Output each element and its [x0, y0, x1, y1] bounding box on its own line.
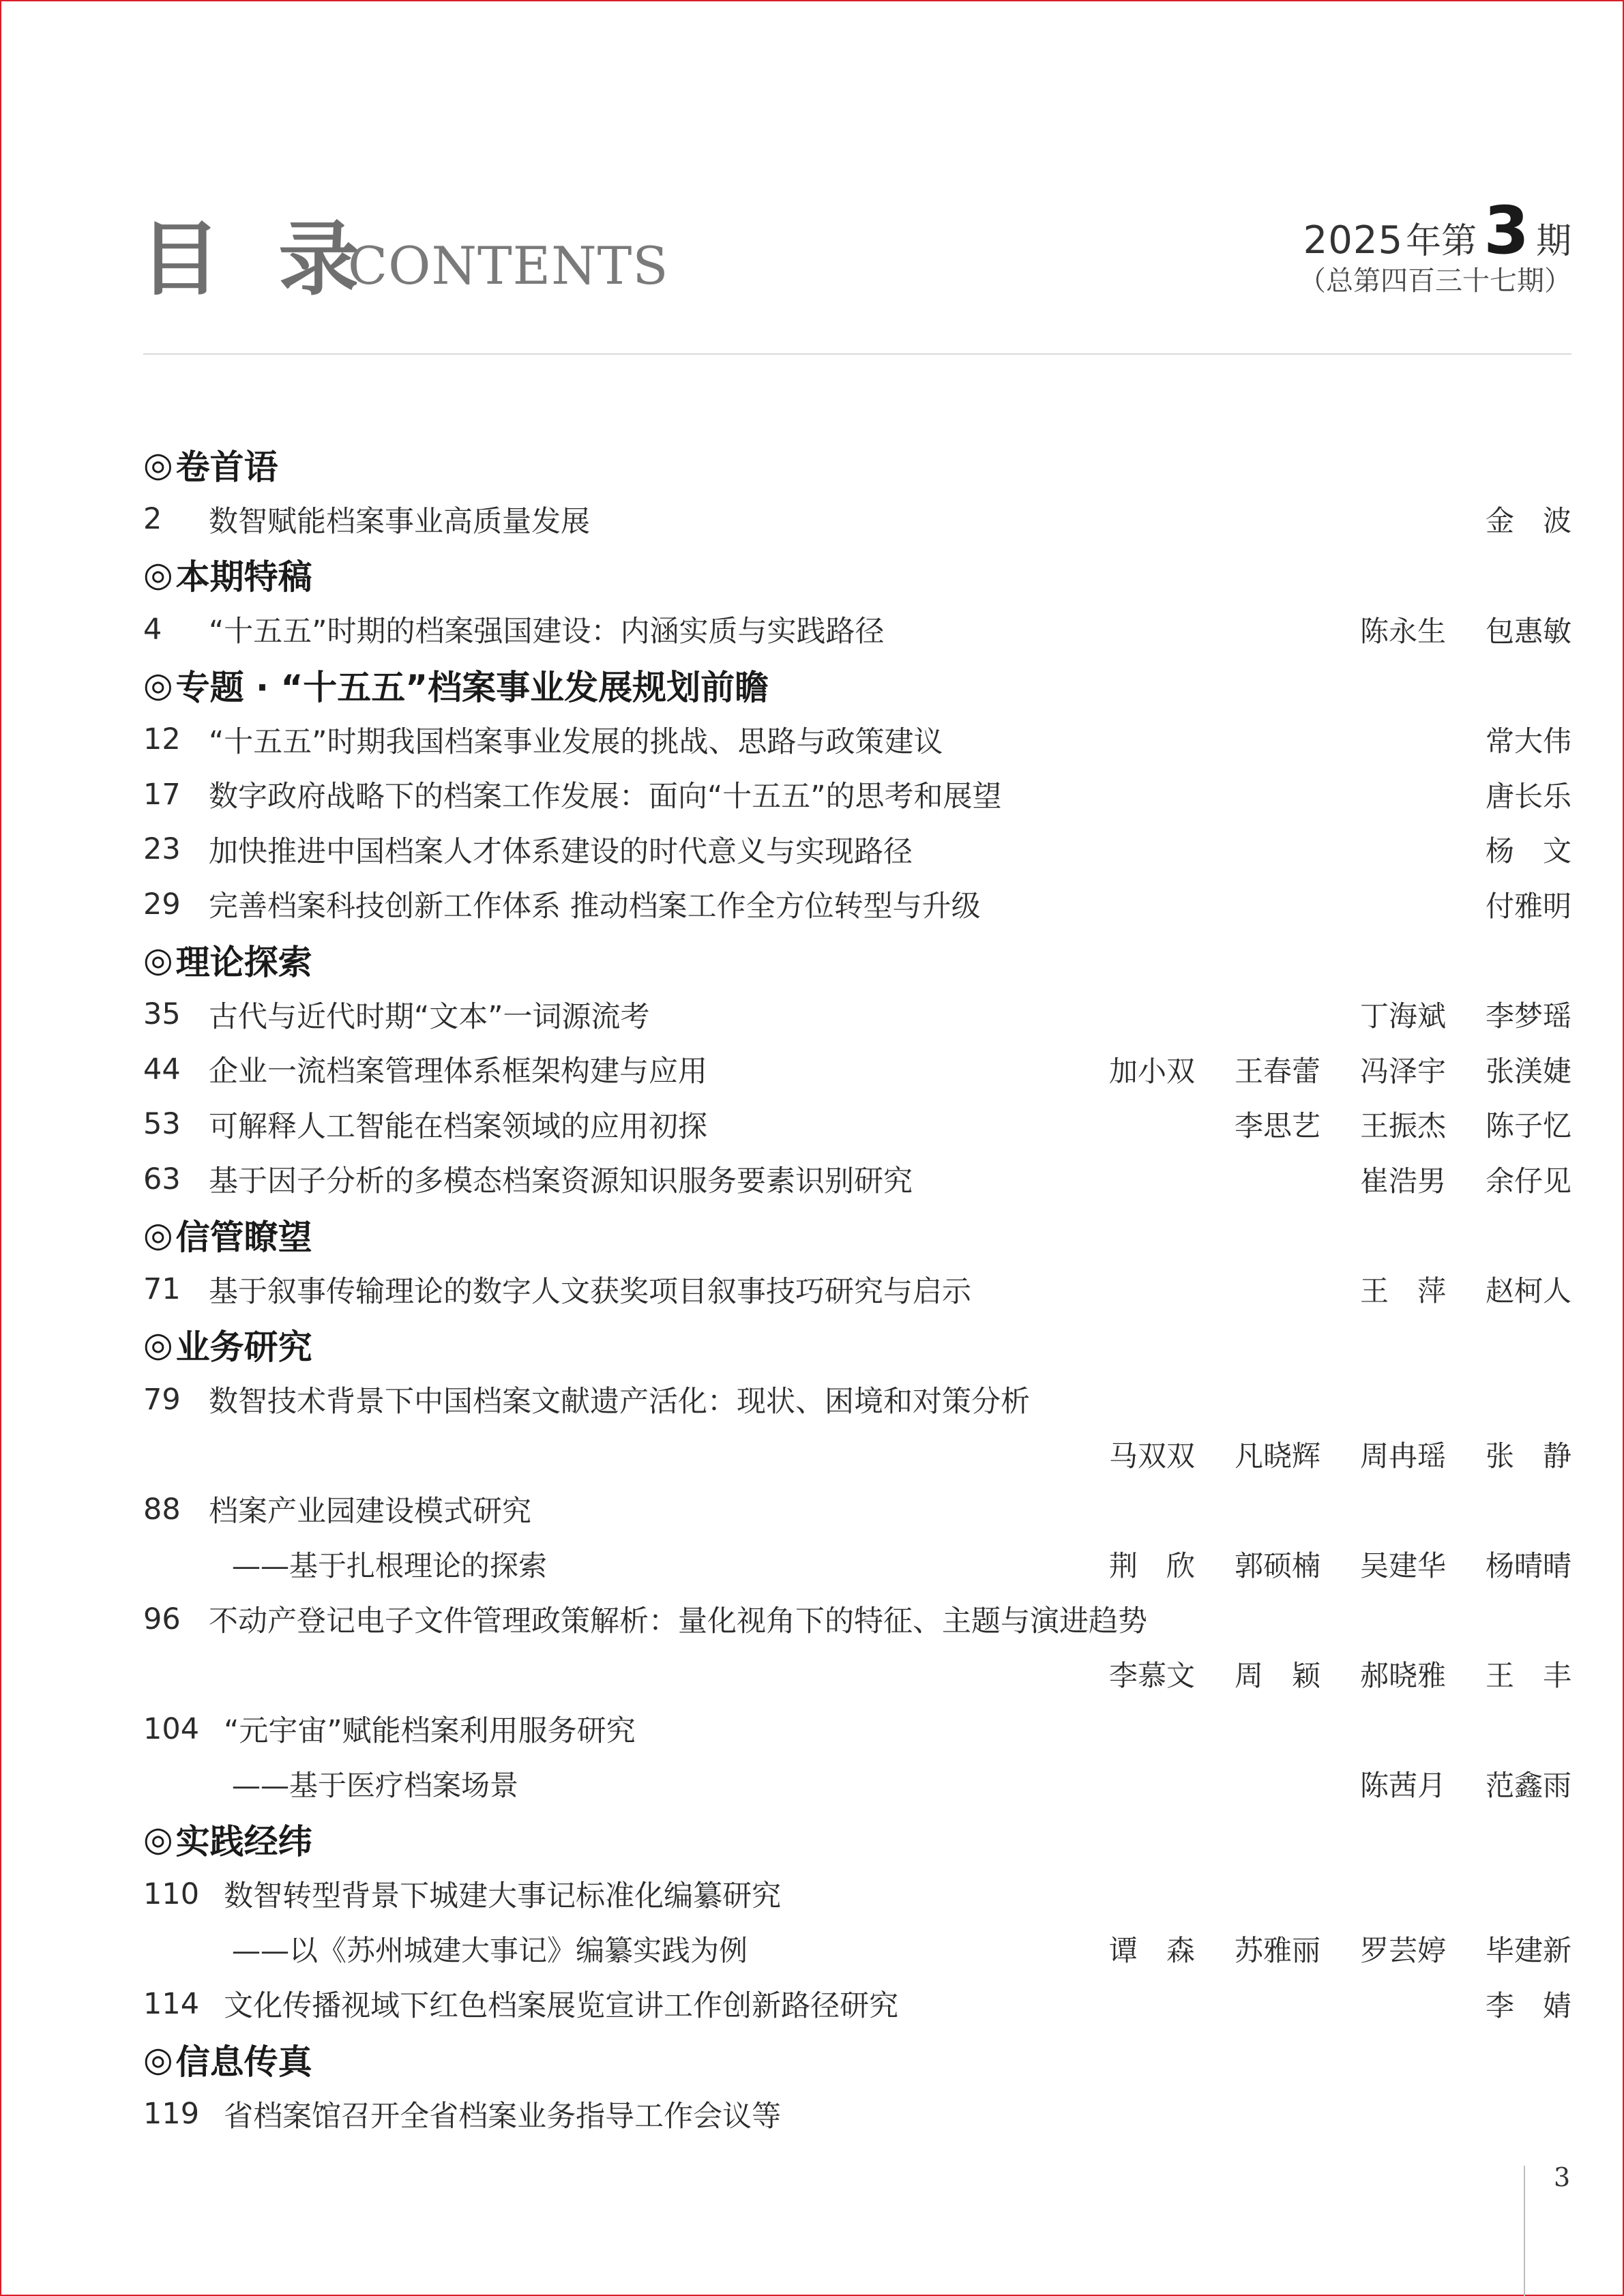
entry-authors — [1069, 1434, 1571, 1475]
author-name: 张 静 — [1485, 1439, 1571, 1473]
entry-page-number: 63 — [143, 1162, 181, 1196]
entry-page-number: 23 — [143, 832, 181, 867]
author-name: 马双双 — [1108, 1439, 1195, 1473]
author-name: 包惠敏 — [1485, 614, 1571, 648]
entry-page-number: 29 — [143, 887, 181, 922]
section-heading — [143, 1317, 1571, 1372]
section-title: 专题 · “十五五”档案事业发展规划前瞻 — [175, 667, 769, 707]
entry-authors — [1320, 1269, 1571, 1310]
entry-title: 数智转型背景下城建大事记标准化编纂研究 — [224, 1879, 782, 1914]
author-name: 毕建新 — [1485, 1934, 1571, 1968]
entry-authors — [1446, 719, 1571, 760]
entry-page-number: 2 — [143, 502, 162, 537]
issue-year: 2025 — [1303, 218, 1404, 263]
section-title: 信息传真 — [175, 2042, 312, 2082]
author-name: 凡晓辉 — [1234, 1439, 1320, 1473]
author-name: 崔浩男 — [1359, 1164, 1446, 1198]
entry-page-number: 79 — [143, 1382, 181, 1417]
entry-title: 不动产登记电子文件管理政策解析：量化视角下的特征、主题与演进趋势 — [209, 1604, 1147, 1639]
author-name: 付雅明 — [1485, 889, 1571, 923]
toc-entry[interactable] — [143, 1482, 1571, 1537]
author-name: 李梦瑶 — [1485, 999, 1571, 1033]
author-name: 罗芸婷 — [1359, 1934, 1446, 1968]
toc-entry[interactable] — [143, 1097, 1571, 1152]
contents-title-en: CONTENTS — [348, 235, 669, 296]
entry-authors — [1320, 994, 1571, 1035]
toc-entry[interactable] — [143, 822, 1571, 877]
author-name: 陈子忆 — [1485, 1109, 1571, 1143]
section-marker-icon: ◎ — [143, 664, 173, 705]
entry-title: 古代与近代时期“文本”一词源流考 — [209, 999, 650, 1034]
entry-authors — [1069, 1544, 1571, 1585]
entry-authors — [1446, 499, 1571, 540]
section-title: 信管瞭望 — [175, 1217, 312, 1257]
entry-title: 档案产业园建设模式研究 — [209, 1495, 531, 1529]
entry-page-number: 88 — [143, 1492, 181, 1527]
author-name: 谭 森 — [1108, 1934, 1195, 1968]
entry-title: 企业一流档案管理体系框架构建与应用 — [209, 1055, 707, 1089]
toc-entry[interactable] — [143, 1152, 1571, 1207]
section-title: 实践经纬 — [175, 1822, 312, 1861]
entry-page-number: 96 — [143, 1602, 181, 1636]
entry-title: 基于叙事传输理论的数字人文获奖项目叙事技巧研究与启示 — [209, 1274, 971, 1309]
author-name: 李思艺 — [1234, 1109, 1320, 1143]
toc-entry[interactable] — [143, 602, 1571, 658]
issue-number: 3 — [1483, 192, 1529, 269]
author-name: 加小双 — [1108, 1054, 1195, 1088]
author-name: 王振杰 — [1359, 1109, 1446, 1143]
toc-entry[interactable] — [143, 1867, 1571, 1922]
entry-title: 文化传播视域下红色档案展览宣讲工作创新路径研究 — [224, 1989, 899, 2024]
toc-entry[interactable] — [143, 1427, 1571, 1482]
section-heading — [143, 1812, 1571, 1867]
toc-entry[interactable] — [143, 877, 1571, 932]
author-name: 荆 欣 — [1108, 1549, 1195, 1583]
toc-entry[interactable] — [143, 1756, 1571, 1812]
entry-authors — [1446, 1984, 1571, 2025]
entry-subtitle: ——基于医疗档案场景 — [232, 1769, 519, 1803]
page-number: 3 — [1554, 2162, 1571, 2192]
entry-title: 省档案馆召开全省档案业务指导工作会议等 — [224, 2099, 782, 2134]
author-name: 常大伟 — [1485, 724, 1571, 759]
entry-page-number: 4 — [143, 612, 162, 647]
author-name: 陈永生 — [1359, 614, 1446, 648]
author-name: 郝晓雅 — [1359, 1659, 1446, 1693]
entry-authors — [1069, 1049, 1571, 1090]
contents-title-zh: 目 录 — [140, 212, 374, 306]
toc-entry[interactable] — [143, 1647, 1571, 1702]
author-name: 金 波 — [1485, 504, 1571, 538]
entry-page-number: 53 — [143, 1107, 181, 1142]
entry-title: 加快推进中国档案人才体系建设的时代意义与实现路径 — [209, 834, 913, 869]
entry-authors — [1320, 609, 1571, 650]
entry-page-number: 119 — [143, 2097, 200, 2132]
entry-subtitle: ——基于扎根理论的探索 — [232, 1549, 548, 1583]
entry-page-number: 71 — [143, 1272, 181, 1307]
entry-page-number: 35 — [143, 997, 181, 1032]
table-of-contents — [143, 437, 1571, 2142]
entry-title: 数智技术背景下中国档案文献遗产活化：现状、困境和对策分析 — [209, 1385, 1030, 1419]
author-name: 陈茜月 — [1359, 1769, 1446, 1803]
author-name: 张渼婕 — [1485, 1054, 1571, 1088]
entry-page-number: 114 — [143, 1986, 200, 2021]
entry-authors — [1069, 1653, 1571, 1694]
issue-suffix: 期 — [1535, 221, 1571, 262]
author-name: 赵柯人 — [1485, 1274, 1571, 1308]
author-name: 李 婧 — [1485, 1988, 1571, 2022]
author-name: 周冉瑶 — [1359, 1439, 1446, 1473]
author-name: 周 颖 — [1234, 1659, 1320, 1693]
entry-authors — [1446, 774, 1571, 815]
section-heading — [143, 437, 1571, 492]
entry-authors — [1069, 1928, 1571, 1969]
section-heading — [143, 547, 1571, 602]
author-name: 杨 文 — [1485, 834, 1571, 868]
author-name: 王春蕾 — [1234, 1054, 1320, 1088]
entry-title: “十五五”时期我国档案事业发展的挑战、思路与政策建议 — [209, 724, 943, 759]
entry-title: 完善档案科技创新工作体系 推动档案工作全方位转型与升级 — [209, 889, 981, 924]
section-title: 本期特稿 — [175, 557, 312, 597]
entry-subtitle: ——以《苏州城建大事记》编纂实践为例 — [232, 1934, 748, 1968]
total-issue: （总第四百三十七期） — [1299, 265, 1571, 297]
section-marker-icon: ◎ — [143, 939, 173, 980]
entry-title: 基于因子分析的多模态档案资源知识服务要素识别研究 — [209, 1164, 913, 1199]
author-name: 范鑫雨 — [1485, 1769, 1571, 1803]
section-title: 理论探索 — [175, 942, 312, 982]
section-marker-icon: ◎ — [143, 1214, 173, 1254]
toc-entry[interactable] — [143, 1042, 1571, 1098]
issue-label — [1303, 192, 1571, 269]
entry-page-number: 12 — [143, 722, 181, 757]
section-heading — [143, 1207, 1571, 1262]
entry-page-number: 44 — [143, 1052, 181, 1087]
section-marker-icon: ◎ — [143, 555, 173, 594]
author-name: 王 萍 — [1359, 1274, 1446, 1308]
section-marker-icon: ◎ — [143, 2039, 173, 2079]
entry-page-number: 104 — [143, 1711, 200, 1746]
entry-authors — [1195, 1104, 1571, 1145]
toc-entry[interactable] — [143, 767, 1571, 823]
toc-entry[interactable] — [143, 987, 1571, 1042]
author-name: 郭硕楠 — [1234, 1549, 1320, 1583]
entry-authors — [1320, 1159, 1571, 1200]
entry-authors — [1446, 884, 1571, 925]
author-name: 王 丰 — [1485, 1659, 1571, 1693]
entry-title: 数字政府战略下的档案工作发展：面向“十五五”的思考和展望 — [209, 780, 1002, 814]
entry-title: “十五五”时期的档案强国建设：内涵实质与实践路径 — [209, 615, 885, 649]
footer-divider — [1524, 2166, 1525, 2296]
entry-title: 可解释人工智能在档案领域的应用初探 — [209, 1109, 707, 1144]
author-name: 余仔见 — [1485, 1164, 1571, 1198]
section-marker-icon: ◎ — [143, 1325, 173, 1364]
entry-page-number: 110 — [143, 1876, 200, 1911]
toc-entry[interactable] — [143, 492, 1571, 547]
toc-entry[interactable] — [143, 1592, 1571, 1647]
header-divider — [143, 353, 1571, 355]
author-name: 苏雅丽 — [1234, 1934, 1320, 1968]
author-name: 丁海斌 — [1359, 999, 1446, 1033]
section-marker-icon: ◎ — [143, 1819, 173, 1859]
toc-entry[interactable] — [143, 1262, 1571, 1317]
toc-entry[interactable] — [143, 1702, 1571, 1757]
section-heading — [143, 932, 1571, 987]
toc-entry[interactable] — [143, 1977, 1571, 2032]
entry-authors — [1446, 829, 1571, 870]
entry-authors — [1320, 1763, 1571, 1804]
entry-title: “元宇宙”赋能档案利用服务研究 — [224, 1714, 636, 1749]
author-name: 李慕文 — [1108, 1659, 1195, 1693]
toc-entry[interactable] — [143, 1537, 1571, 1592]
entry-page-number: 17 — [143, 777, 181, 812]
section-heading — [143, 657, 1571, 712]
author-name: 吴建华 — [1359, 1549, 1446, 1583]
toc-entry[interactable] — [143, 2087, 1571, 2142]
section-title: 业务研究 — [175, 1327, 312, 1367]
toc-entry[interactable] — [143, 712, 1571, 767]
author-name: 冯泽宇 — [1359, 1054, 1446, 1088]
section-heading — [143, 2031, 1571, 2087]
toc-entry[interactable] — [143, 1372, 1571, 1428]
section-title: 卷首语 — [175, 447, 278, 487]
toc-entry[interactable] — [143, 1922, 1571, 1977]
author-name: 唐长乐 — [1485, 779, 1571, 813]
entry-title: 数智赋能档案事业高质量发展 — [209, 504, 590, 539]
issue-year-suffix: 年第 — [1406, 221, 1477, 262]
section-marker-icon: ◎ — [143, 444, 173, 484]
author-name: 杨晴晴 — [1485, 1549, 1571, 1583]
